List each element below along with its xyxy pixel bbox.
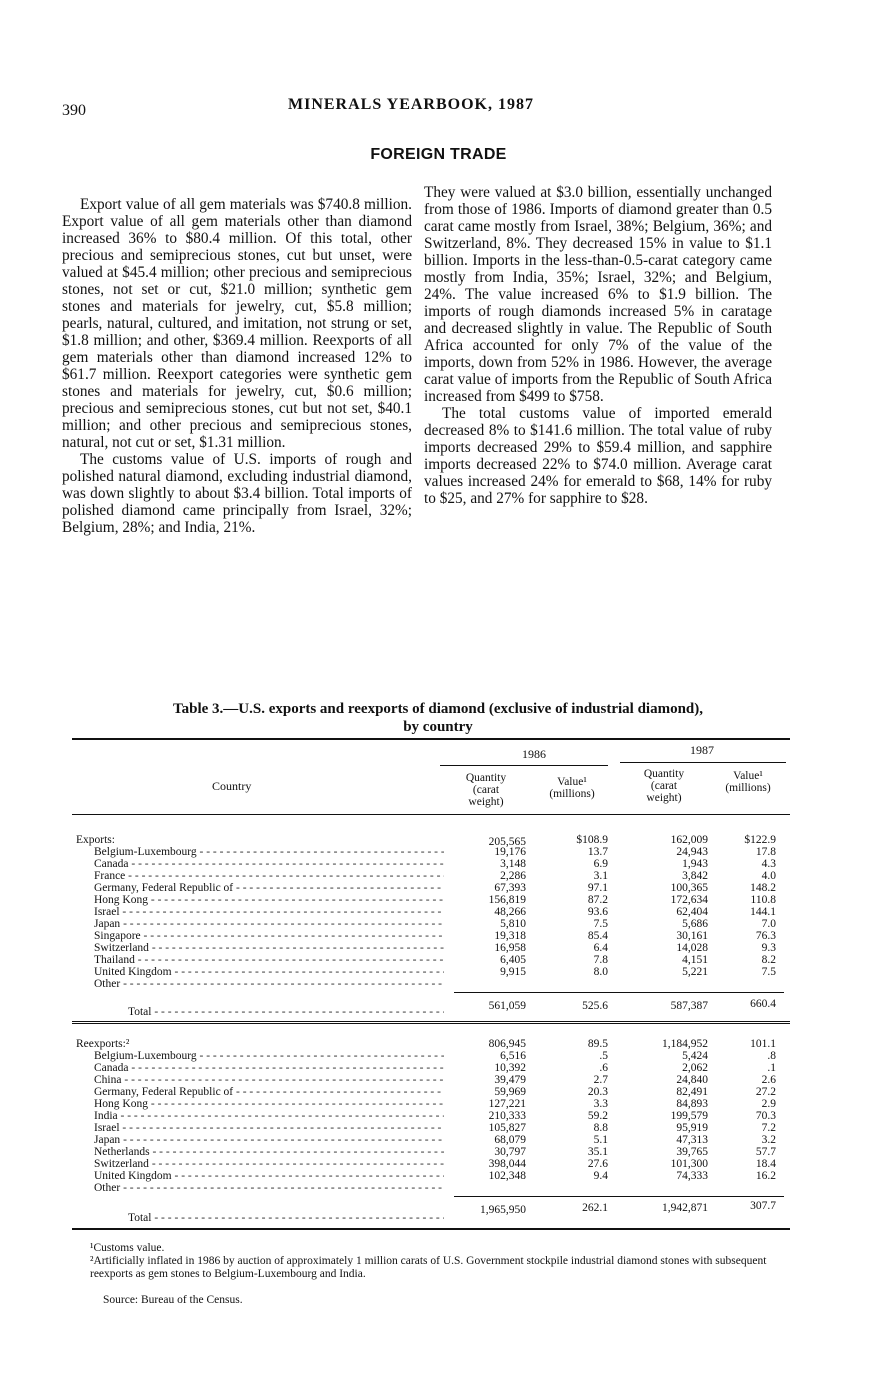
cell: 24,840 [676, 1074, 708, 1086]
table-row [72, 1134, 790, 1146]
cell: 2.9 [761, 1098, 776, 1110]
table-row [72, 930, 790, 942]
table-row [72, 954, 790, 966]
exports-label: Exports: [76, 834, 115, 846]
page-number: 390 [62, 102, 86, 119]
table-row [72, 1038, 790, 1050]
cell: $122.9 [744, 834, 776, 846]
total-row [72, 1200, 790, 1224]
cell: 5,686 [682, 918, 708, 930]
cell: 156,819 [488, 894, 526, 906]
table-row [72, 1122, 790, 1134]
country-name: Germany, Federal Republic of - - - [94, 1086, 444, 1099]
cell: 9.4 [593, 1170, 608, 1182]
cell: 89.5 [587, 1038, 608, 1050]
table-row [72, 1170, 790, 1182]
cell: 76.3 [755, 930, 776, 942]
footnote: ¹Customs value. [90, 1242, 165, 1254]
cell: 127,221 [488, 1098, 526, 1110]
cell: 16.2 [755, 1170, 776, 1182]
subtotal-rule [454, 992, 784, 993]
cell: 84,893 [676, 1098, 708, 1110]
cell: 3.2 [761, 1134, 776, 1146]
cell: 100,365 [670, 882, 708, 894]
paragraph: The total customs value of imported emerald decreased 8% to $141.6 million. The total value of ruby imports decreased 29% to $59.4 million, and sapphire imports decreased 22% to $74.0 million. Average carat values increased 24% for emerald to $68, 14% for ruby to $25, and 27% for sapphire to $28. [424, 405, 772, 507]
footnotes [90, 1242, 790, 1281]
cell: 6.4 [593, 942, 608, 954]
table-row [72, 1158, 790, 1170]
cell: 6,516 [500, 1050, 526, 1062]
table-row [72, 870, 790, 882]
country-name: Netherlands - - - [94, 1146, 444, 1159]
cell: 7.5 [761, 966, 776, 978]
cell: 210,333 [488, 1110, 526, 1122]
country-name: Canada - - - [94, 1062, 444, 1075]
left-text-column [62, 196, 412, 536]
paragraph: Export value of all gem materials was $740.8 million. Export value of all gem materials other than diamond increased 36% to $80.4 million. Of this total, other precious and semiprecious stones, cut but unset, were valued at $45.4 million; other precious and semiprecious stones, not set or cut, $21.0 million; synthetic gem stones and materials for jewelry, cut, $5.8 million; pearls, natural, cultured, and imitation, not strung or set, $1.8 million; and other, $369.4 million. Reexports of all gem materials other than diamond increased 12% to $61.7 million. Reexport categories were synthetic gem stones and materials for jewelry, cut, $0.6 million; precious and semiprecious stones, cut but not set, $40.1 million; and other precious and semiprecious stones, natural, not cut or set, $1.31 million. [62, 196, 412, 451]
cell: 307.7 [750, 1200, 776, 1212]
cell: 10,392 [494, 1062, 526, 1074]
cell: 5,424 [682, 1050, 708, 1062]
table-row [72, 906, 790, 918]
total-label: Total - - - [128, 1006, 444, 1019]
table-row [72, 882, 790, 894]
table-bottom-rule [72, 1228, 790, 1230]
cell: 30,161 [676, 930, 708, 942]
cell: 35.1 [587, 1146, 608, 1158]
quantity-header-1987: Quantity (carat weight) [643, 768, 685, 804]
cell: 85.4 [587, 930, 608, 942]
year-rule [620, 762, 786, 763]
cell: 62,404 [676, 906, 708, 918]
reexports-label: Reexports:² [76, 1038, 130, 1050]
cell: 101,300 [670, 1158, 708, 1170]
cell: 3,842 [682, 870, 708, 882]
cell: 5,810 [500, 918, 526, 930]
cell: 14,028 [676, 942, 708, 954]
country-name: Israel - - - [94, 906, 444, 919]
year-rule [440, 765, 608, 766]
cell: 6,405 [500, 954, 526, 966]
paragraph: The customs value of U.S. imports of rough and polished natural diamond, excluding industrial diamond, was down slightly to about $3.4 billion. Total imports of polished diamond came principally from Israel, 32%; Belgium, 28%; and India, 21%. [62, 451, 412, 536]
country-name: United Kingdom - - - [94, 966, 444, 979]
header-bottom-rule [72, 814, 790, 815]
cell: 59,969 [494, 1086, 526, 1098]
cell: 30,797 [494, 1146, 526, 1158]
country-column-header: Country [212, 779, 252, 793]
cell: 525.6 [582, 1000, 608, 1012]
country-name: China - - - [94, 1074, 444, 1087]
cell: 1,943 [682, 858, 708, 870]
country-name: Singapore - - - [94, 930, 444, 943]
cell: 101.1 [750, 1038, 776, 1050]
cell: 102,348 [488, 1170, 526, 1182]
country-name: Germany, Federal Republic of - - - [94, 882, 444, 895]
cell: .8 [767, 1050, 776, 1062]
country-name: Other - - - [94, 978, 444, 991]
total-row [72, 998, 790, 1018]
cell: 47,313 [676, 1134, 708, 1146]
cell: 7.0 [761, 918, 776, 930]
table-row [72, 1050, 790, 1062]
cell: 262.1 [582, 1202, 608, 1214]
year-header-1986: 1986 [522, 747, 546, 761]
cell: 18.4 [755, 1158, 776, 1170]
cell: 561,059 [488, 1000, 526, 1012]
cell: 148.2 [750, 882, 776, 894]
cell: 2.7 [593, 1074, 608, 1086]
table-row [72, 978, 790, 990]
cell: 27.6 [587, 1158, 608, 1170]
cell: 39,479 [494, 1074, 526, 1086]
cell: 9,915 [500, 966, 526, 978]
footnote: ²Artificially inflated in 1986 by auction of approximately 1 million carats of U.S. Government stockpile industrial diamond stones with subsequent reexports as gem stones to Belgium-Luxembourg and India. [90, 1255, 767, 1280]
cell: 8.2 [761, 954, 776, 966]
cell: 162,009 [670, 834, 708, 846]
cell: 7.8 [593, 954, 608, 966]
cell: 806,945 [488, 1038, 526, 1050]
cell: 4,151 [682, 954, 708, 966]
table-title-line: Table 3.—U.S. exports and reexports of diamond (exclusive of industrial diamond), [172, 701, 704, 717]
cell: 587,387 [670, 1000, 708, 1012]
cell: 19,318 [494, 930, 526, 942]
country-name: United Kingdom - - - [94, 1170, 444, 1183]
cell: 2,286 [500, 870, 526, 882]
cell: 2.6 [761, 1074, 776, 1086]
cell: 172,634 [670, 894, 708, 906]
cell: 199,579 [670, 1110, 708, 1122]
cell: 398,044 [488, 1158, 526, 1170]
cell: .1 [767, 1062, 776, 1074]
cell: 19,176 [494, 846, 526, 858]
table-row [72, 1062, 790, 1074]
cell: 3.3 [593, 1098, 608, 1110]
cell: 67,393 [494, 882, 526, 894]
cell: 3,148 [500, 858, 526, 870]
table-row [72, 858, 790, 870]
cell: 7.2 [761, 1122, 776, 1134]
cell: 205,565 [488, 836, 526, 848]
cell: 8.0 [593, 966, 608, 978]
table-row [72, 1098, 790, 1110]
cell: 5,221 [682, 966, 708, 978]
cell: 82,491 [676, 1086, 708, 1098]
table-row [72, 1110, 790, 1122]
country-name: Other - - - [94, 1182, 444, 1195]
cell: 17.8 [755, 846, 776, 858]
cell: 2,062 [682, 1062, 708, 1074]
table-title-line: by country [403, 719, 473, 735]
section-divider [72, 1021, 790, 1024]
cell: 4.0 [761, 870, 776, 882]
cell: 9.3 [761, 942, 776, 954]
cell: 68,079 [494, 1134, 526, 1146]
country-name: Switzerland - - - [94, 942, 444, 955]
cell: 87.2 [587, 894, 608, 906]
cell: 7.5 [593, 918, 608, 930]
cell: 97.1 [587, 882, 608, 894]
cell: 95,919 [676, 1122, 708, 1134]
cell: 660.4 [750, 998, 776, 1010]
cell: 110.8 [750, 894, 776, 906]
cell: 70.3 [755, 1110, 776, 1122]
total-label: Total - - - [128, 1212, 444, 1225]
table-top-rule [72, 738, 790, 740]
value-header-1987: Value¹ (millions) [725, 770, 771, 794]
country-name: Belgium-Luxembourg - - - [94, 1050, 444, 1063]
cell: 3.1 [593, 870, 608, 882]
table-row [72, 846, 790, 858]
country-name: Canada - - - [94, 858, 444, 871]
cell: 144.1 [750, 906, 776, 918]
cell: 6.9 [593, 858, 608, 870]
source-note: Source: Bureau of the Census. [103, 1294, 243, 1306]
country-name: Hong Kong - - - [94, 894, 444, 907]
country-name: Japan - - - [94, 1134, 444, 1147]
cell: 93.6 [587, 906, 608, 918]
country-name: Japan - - - [94, 918, 444, 931]
quantity-header-1986: Quantity (carat weight) [465, 772, 507, 808]
cell: 16,958 [494, 942, 526, 954]
table-row [72, 1086, 790, 1098]
cell: 39,765 [676, 1146, 708, 1158]
cell: 48,266 [494, 906, 526, 918]
year-header-1987: 1987 [690, 743, 714, 757]
cell: 59.2 [587, 1110, 608, 1122]
table-title [88, 700, 788, 736]
subtotal-rule [454, 1196, 784, 1197]
cell: 8.8 [593, 1122, 608, 1134]
country-name: Thailand - - - [94, 954, 444, 967]
cell: $108.9 [576, 834, 608, 846]
cell: 5.1 [593, 1134, 608, 1146]
cell: 74,333 [676, 1170, 708, 1182]
table-row [72, 1182, 790, 1194]
cell: 1,942,871 [662, 1202, 708, 1214]
running-head: MINERALS YEARBOOK, 1987 [288, 96, 534, 113]
country-name: Belgium-Luxembourg - - - [94, 846, 444, 859]
table-row [72, 894, 790, 906]
cell: .5 [599, 1050, 608, 1062]
cell: 57.7 [755, 1146, 776, 1158]
cell: 1,184,952 [662, 1038, 708, 1050]
table-row [72, 918, 790, 930]
table-row [72, 1146, 790, 1158]
cell: 20.3 [587, 1086, 608, 1098]
country-name: Israel - - - [94, 1122, 444, 1135]
value-header-1986: Value¹ (millions) [549, 776, 595, 800]
paragraph: They were valued at $3.0 billion, essentially unchanged from those of 1986. Imports of diamond greater than 0.5 carat came mostly from Israel, 38%; Belgium, 36%; and Switzerland, 8%. They decreased 15% in value to $1.1 billion. Imports in the less-than-0.5-carat category came mostly from India, 35%; Israel, 32%; and Belgium, 24%. The value increased 6% to $1.9 billion. The imports of rough diamonds increased 5% in caratage and decreased slightly in value. The Republic of South Africa accounted for only 7% of the value of the imports, down from 52% in 1986. However, the average carat value of imports from the Republic of South Africa increased from $499 to $758. [424, 184, 772, 405]
cell: 27.2 [755, 1086, 776, 1098]
table-row [72, 966, 790, 978]
country-name: India - - - [94, 1110, 444, 1123]
cell: .6 [599, 1062, 608, 1074]
country-name: Hong Kong - - - [94, 1098, 444, 1111]
country-name: France - - - [94, 870, 444, 883]
cell: 105,827 [488, 1122, 526, 1134]
right-text-column [424, 184, 772, 507]
cell: 1,965,950 [480, 1204, 526, 1216]
cell: 13.7 [587, 846, 608, 858]
table-row [72, 834, 790, 846]
section-title: FOREIGN TRADE [370, 146, 507, 163]
table-row [72, 1074, 790, 1086]
cell: 4.3 [761, 858, 776, 870]
table-row [72, 942, 790, 954]
country-name: Switzerland - - - [94, 1158, 444, 1171]
cell: 24,943 [676, 846, 708, 858]
